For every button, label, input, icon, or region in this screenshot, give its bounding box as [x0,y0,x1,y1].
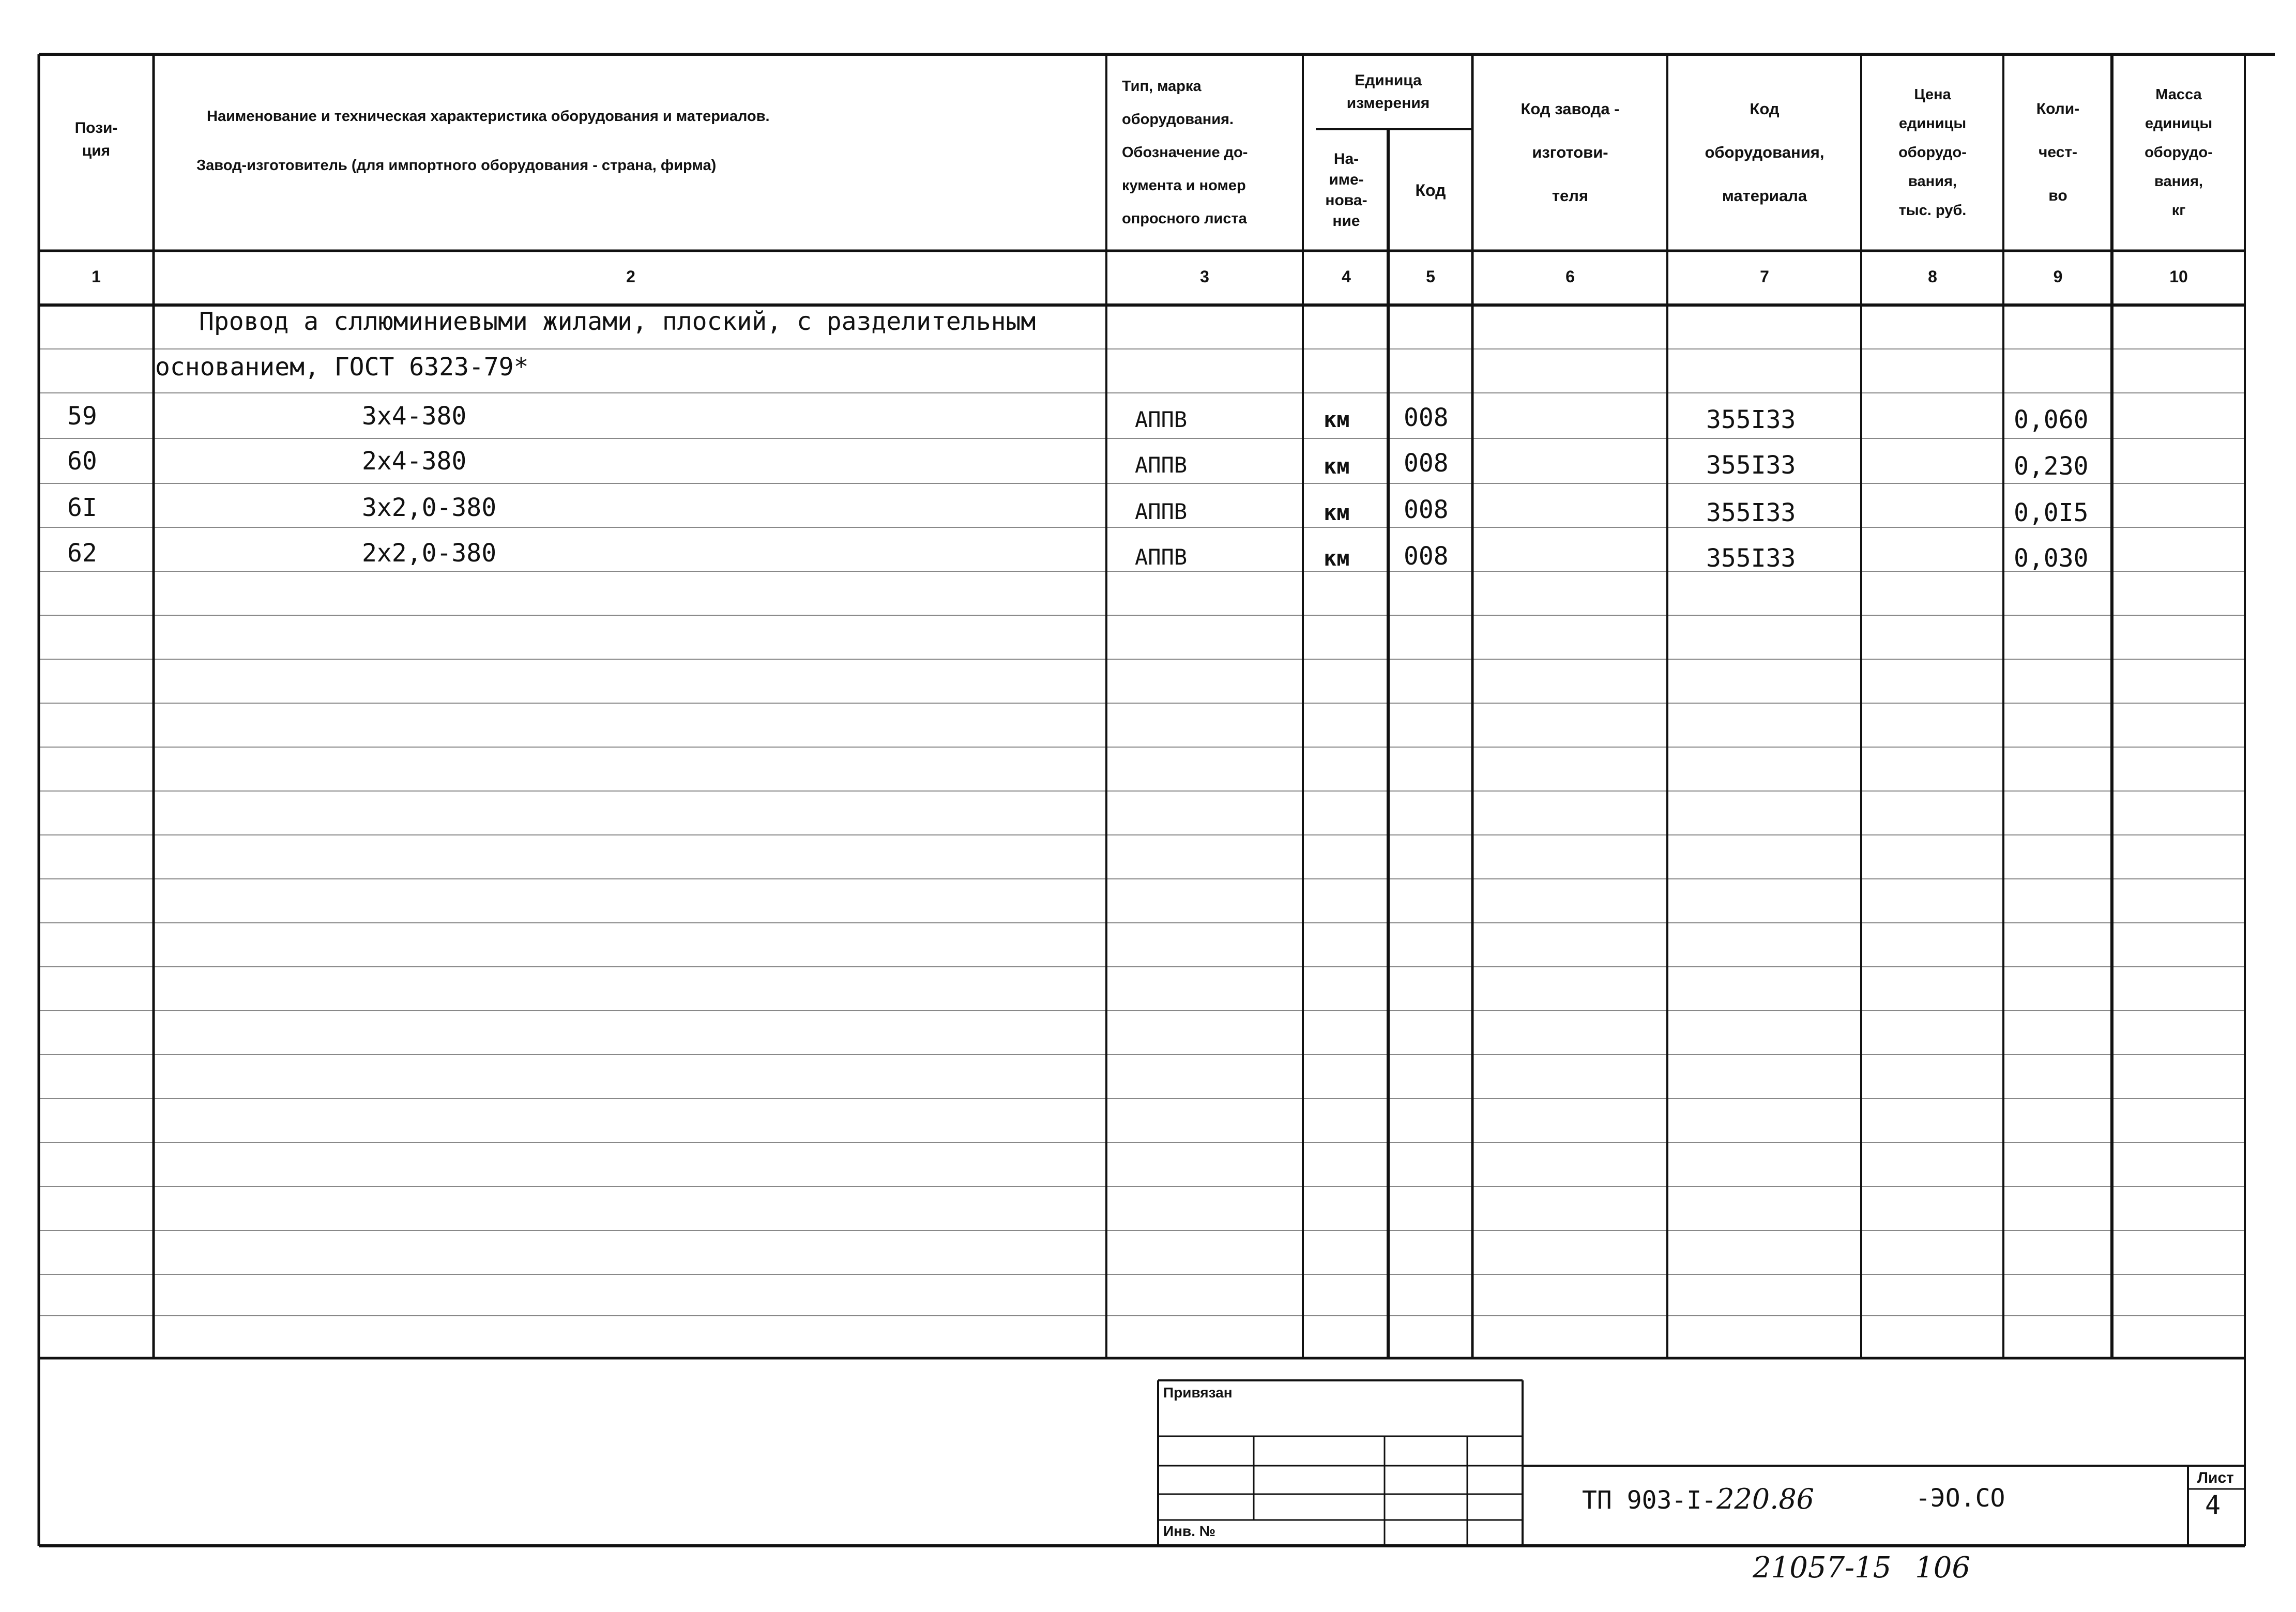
row-quantity: 0,030 [2014,544,2089,573]
column-number: 1 [92,267,101,286]
column-number: 10 [2169,267,2188,286]
header-position: Пози- ция [74,119,118,159]
footer-note: 21057-15 106 [1753,1551,1971,1585]
row-code: 355I33 [1706,405,1796,434]
header-name-line1: Наименование и техническая характеристика оборудования и материалов. [207,108,770,125]
header-unit-group: Единица измерения [1346,71,1430,112]
row-unit-code: 008 [1404,449,1449,478]
row-type: АППВ [1135,407,1188,432]
column-number: 7 [1760,267,1769,286]
column-number: 8 [1928,267,1937,286]
header-unit-code: Код [1415,180,1446,200]
group-title-line1: Провод а сллюминиевыми жилами, плоский, с разделительным [199,307,1036,336]
header-name-line2: Завод-изготовитель (для импортного оборудования - страна, фирма) [196,157,717,174]
sheet-label: Лист [2197,1469,2234,1486]
row-unit-code: 008 [1404,542,1449,571]
header-equipment-code: Код оборудования, материала [1705,100,1824,205]
header-unit-name: На- име- нова- ние [1325,150,1367,230]
header-price: Цена единицы оборудо- вания, тыс. руб. [1898,86,1967,219]
row-unit: км [1324,545,1350,571]
column-number: 5 [1426,267,1435,286]
column-number: 9 [2053,267,2063,286]
column-number: 6 [1565,267,1575,286]
group-title-line2: основанием, ГОСТ 6323-79* [155,353,529,382]
header-type: Тип, марка оборудования. Обозначение до- кумента и номер опросного листа [1122,78,1248,227]
row-unit: км [1324,453,1350,479]
row-position: 62 [67,539,97,568]
row-name: 3x4-380 [362,402,467,431]
row-code: 355I33 [1706,544,1796,573]
sheet-number: 4 [2205,1490,2221,1520]
column-number: 3 [1200,267,1209,286]
inventory-label: Инв. № [1163,1523,1216,1539]
row-unit-code: 008 [1404,495,1449,524]
header-quantity: Коли- чест- во [2036,100,2080,204]
row-quantity: 0,060 [2014,405,2089,434]
row-position: 59 [67,402,97,431]
row-position: 6I [67,493,97,522]
column-number: 4 [1342,267,1351,286]
row-type: АППВ [1135,499,1188,524]
row-unit: км [1324,407,1350,432]
row-name: 2x4-380 [362,447,467,476]
document-code-handwritten: 220.86 [1716,1483,1815,1515]
header-mass: Масса единицы оборудо- вания, кг [2145,86,2213,219]
row-code: 355I33 [1706,451,1796,480]
bound-label: Привязан [1163,1385,1233,1401]
row-code: 355I33 [1706,498,1796,527]
header-manufacturer-code: Код завода - изготови- теля [1520,100,1620,205]
row-name: 2x2,0-380 [362,539,497,568]
document-code [1582,1483,1814,1515]
row-quantity: 0,230 [2014,452,2089,481]
row-type: АППВ [1135,452,1188,478]
row-type: АППВ [1135,544,1188,570]
document-code-prefix: ТП 903-I- [1582,1486,1717,1515]
row-unit: км [1324,500,1350,525]
row-unit-code: 008 [1404,403,1449,432]
row-position: 60 [67,447,97,476]
document-code-suffix: -ЭО.СО [1915,1484,2005,1513]
column-number: 2 [626,267,635,286]
row-name: 3x2,0-380 [362,493,497,522]
row-quantity: 0,0I5 [2014,498,2089,527]
